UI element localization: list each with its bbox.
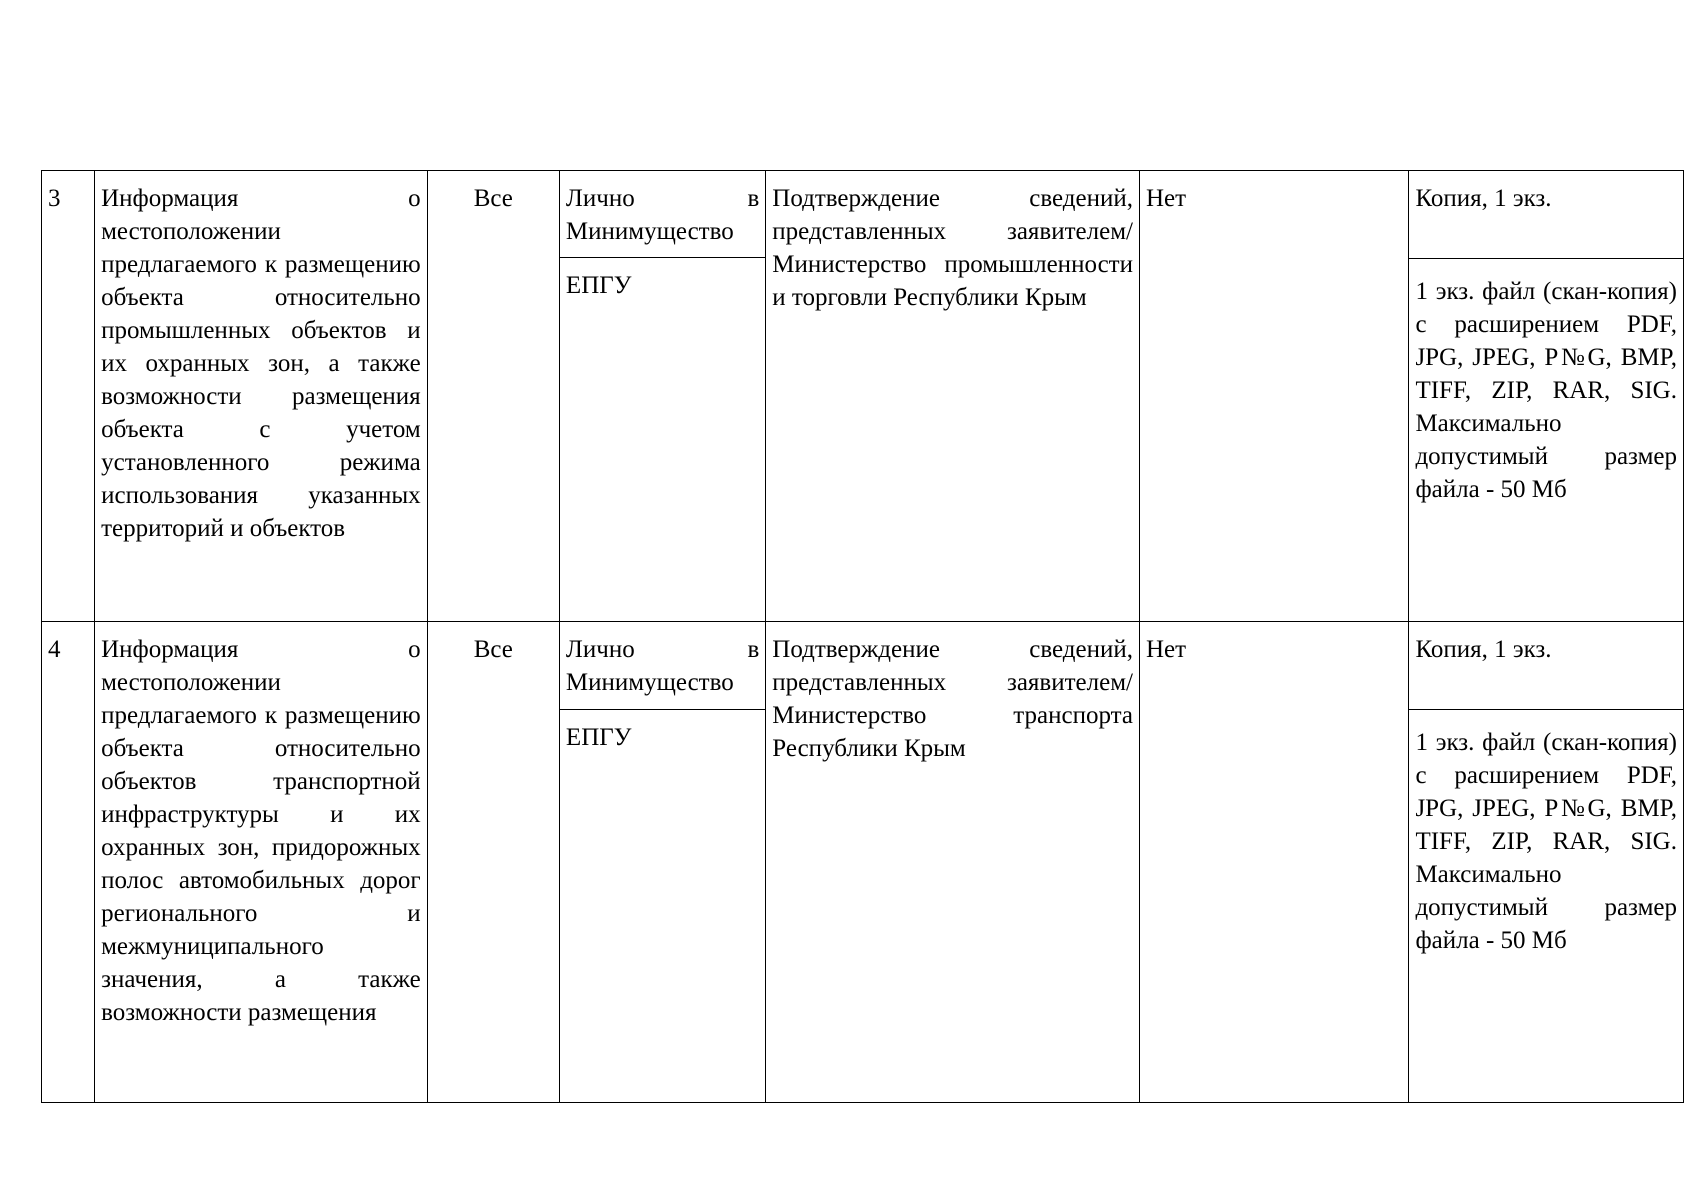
applicant-category-cell <box>427 622 559 1103</box>
document-name: Информация о местоположении предлагаемого к размещению объекта относительно промышленных объектов и их охранных зон, а также возможности размещения объекта с учетом установленного режима использования указанных территорий и объектов <box>101 185 421 542</box>
document-format-primary: Копия, 1 экз. <box>1415 636 1552 663</box>
purpose-cell <box>766 622 1140 1103</box>
submission-method-cell <box>559 171 765 622</box>
documents-table <box>41 170 1684 1103</box>
document-name: Информация о местоположении предлагаемого к размещению объекта относительно объектов транспортной инфраструктуры и их охранных зон, придорожных полос автомобильных дорог регионального и межмуниципального значения, а также возможности размещения <box>101 636 421 1026</box>
return-flag-cell <box>1139 171 1408 622</box>
document-format-cell <box>1409 171 1684 622</box>
document-name-cell <box>95 171 428 622</box>
row-number: 4 <box>48 636 61 663</box>
purpose-text: Подтверждение сведений, представленных заявителем/Министерство транспорта Республики Крым <box>772 636 1133 762</box>
table-row <box>42 622 1684 1103</box>
submission-method-secondary: ЕПГУ <box>560 257 765 621</box>
purpose-cell <box>766 171 1140 622</box>
submission-method-primary: Лично в Минимущество <box>565 636 760 696</box>
applicant-category-cell <box>427 171 559 622</box>
document-name-cell <box>95 622 428 1103</box>
submission-method-secondary: ЕПГУ <box>560 709 765 1102</box>
return-flag: Нет <box>1145 185 1187 212</box>
row-number: 3 <box>48 185 61 212</box>
submission-method-primary: Лично в Минимущество <box>565 185 760 245</box>
document-format-primary: Копия, 1 экз. <box>1415 185 1552 212</box>
applicant-category: Все <box>473 185 513 212</box>
document-format-secondary: 1 экз. файл (скан-копия) с расширением PDF, JPG, JPEG, P№G, BMP, TIFF, ZIP, RAR, SIG. Максимально допустимый размер файла - 50 Мб <box>1409 258 1683 621</box>
submission-method-cell <box>559 622 765 1103</box>
applicant-category: Все <box>473 636 513 663</box>
table-row <box>42 171 1684 622</box>
document-format-secondary: 1 экз. файл (скан-копия) с расширением PDF, JPG, JPEG, P№G, BMP, TIFF, ZIP, RAR, SIG. Максимально допустимый размер файла - 50 Мб <box>1409 709 1683 1102</box>
return-flag-cell <box>1139 622 1408 1103</box>
return-flag: Нет <box>1145 636 1187 663</box>
document-format-cell <box>1409 622 1684 1103</box>
purpose-text: Подтверждение сведений, представленных заявителем/Министерство промышленности и торговли Республики Крым <box>772 185 1133 311</box>
row-number-cell <box>42 622 95 1103</box>
row-number-cell <box>42 171 95 622</box>
